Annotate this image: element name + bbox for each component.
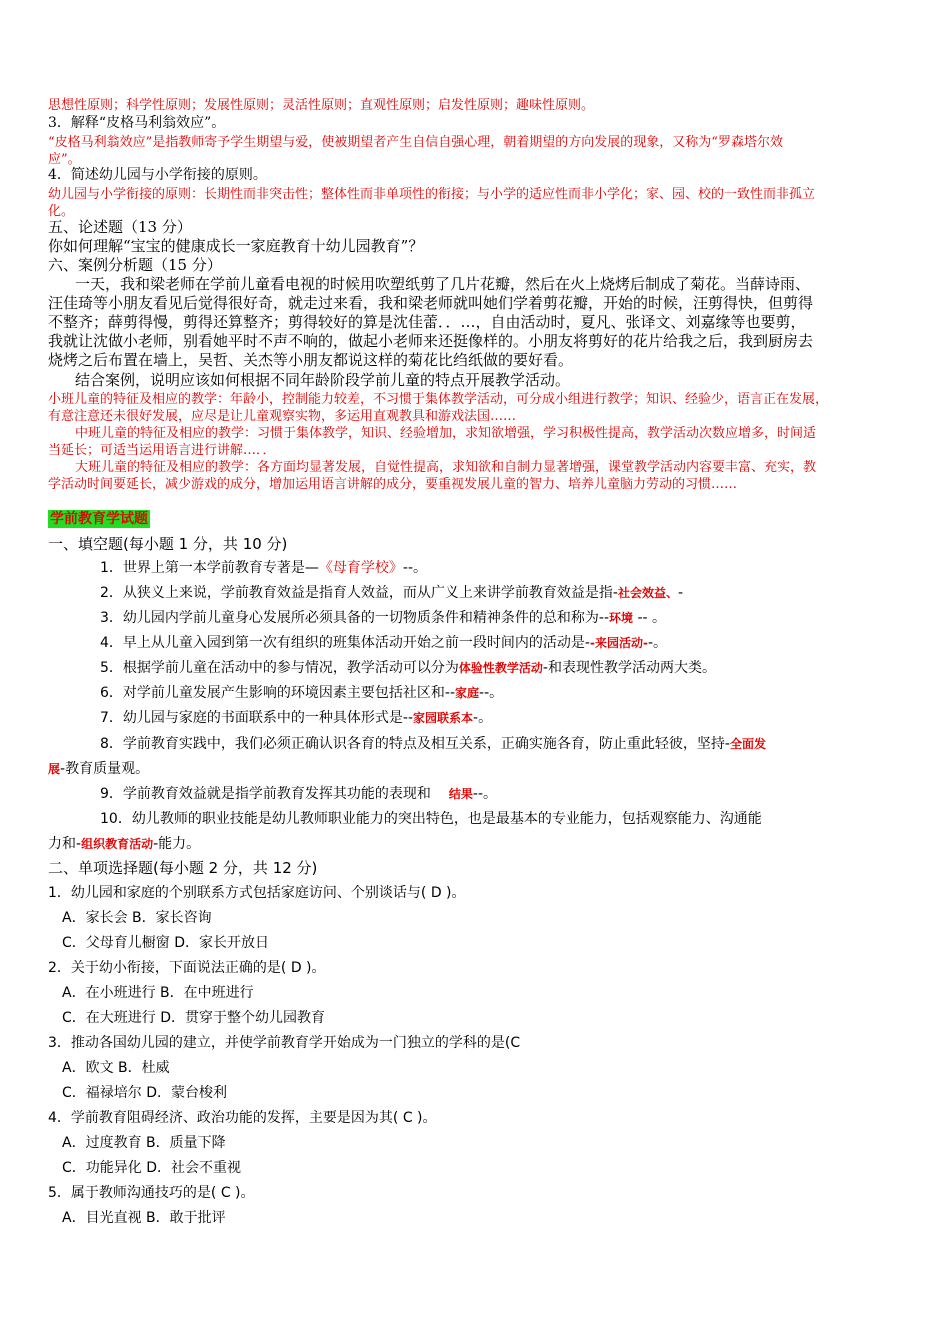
section-6-title: 六、案例分析题（15 分） [48, 256, 222, 274]
fill-answer: -来园活动- [589, 636, 648, 650]
case-line: 烧烤之后布置在墙上，吴哲、关杰等小朋友都说这样的菊花比绉纸做的要好看。 [48, 351, 574, 369]
choice-section-title: 二、单项选择题(每小题 2 分，共 12 分) [48, 859, 318, 877]
choice-options: A．在小班进行 B．在中班进行 [62, 985, 254, 1001]
section-5-question: 你如何理解“宝宝的健康成长一家庭教育十幼儿园教育”？ [48, 237, 424, 255]
case-line: 我就让沈做小老师，别看她平时不声不响的，做起小老师来还挺像样的。小朋友将剪好的花片给我之后，我到厨房去 [48, 332, 814, 350]
fill-answer: 结果 [448, 787, 473, 801]
choice-options: A．过度教育 B．质量下降 [62, 1135, 226, 1151]
fill-question-8: 8．学前教育实践中，我们必须正确认识各育的特点及相互关系，正确实施各育，防止重此轻彼，坚持-全面发 [100, 736, 766, 752]
fill-answer: 家园联系本 [413, 711, 474, 725]
question-3: 3．解释“皮格马利翁效应”。 [48, 115, 226, 131]
choice-options: C．福禄培尔 D．蒙台梭利 [62, 1085, 228, 1101]
answer-4-line2: 化。 [48, 204, 75, 219]
fill-section-title: 一、填空题(每小题 1 分，共 10 分) [48, 535, 288, 553]
fill-answer: 展 [48, 762, 61, 776]
choice-options: C．在大班进行 D．贯穿于整个幼儿园教育 [62, 1010, 326, 1026]
fill-question-6: 6．对学前儿童发展产生影响的环境因素主要包括社区和--家庭--。 [100, 685, 504, 701]
fill-answer: 全面发 [729, 737, 766, 751]
fill-answer: 环境 [609, 611, 634, 625]
fill-question-4: 4．早上从儿童入园到第一次有组织的班集体活动开始之前一段时间内的活动是--来园活动--。 [100, 635, 667, 651]
fill-question-3: 3．幼儿园内学前儿童身心发展所必须具备的一切物质条件和精神条件的总和称为--环境 -- 。 [100, 610, 667, 626]
choice-options: A．欧文 B．杜威 [62, 1060, 170, 1076]
fill-question-2: 2．从狭义上来说，学前教育效益是指育人效益，而从广义上来讲学前教育效益是指-社会效益、- [100, 585, 684, 601]
choice-options: A．目光直视 B．敢于批评 [62, 1210, 226, 1226]
answer-big-class-line1: 大班儿童的特征及相应的教学：各方面均显著发展，自觉性提高，求知欲和自制力显著增强，课堂教学活动内容要丰富、充实，教 [75, 460, 817, 475]
answer-3-line2: 应”。 [48, 152, 81, 167]
fill-answer: 《母育学校》 [318, 560, 403, 576]
exam-title-wrap [48, 508, 914, 528]
answer-middle-class-line2: 当延长；可适当运用语言进行讲解…．． [48, 443, 276, 458]
choice-options: A．家长会 B．家长咨询 [62, 910, 212, 926]
question-4: 4．简述幼儿园与小学衔接的原则。 [48, 167, 267, 183]
choice-options: C．功能异化 D．社会不重视 [62, 1160, 242, 1176]
answer-3-line1: “皮格马利翁效应”是指教师寄予学生期望与爱，使被期望者产生自信自强心理，朝着期望的方向发展的现象，又称为“罗森塔尔效 [48, 135, 783, 150]
case-line: 不整齐；薛剪得慢，剪得还算整齐；剪得较好的算是沈佳蕾．．…，自由活动时，夏凡、张译文、刘嘉缘等也要剪， [48, 313, 806, 331]
choice-question: 2．关于幼小衔接，下面说法正确的是( D )。 [48, 960, 326, 976]
fill-question-8-cont: 展-教育质量观。 [48, 761, 150, 777]
answer-middle-class-line1: 中班儿童的特征及相应的教学：习惯于集体教学，知识、经验增加，求知欲增强，学习积极性提高，教学活动次数应增多，时间适 [75, 426, 817, 441]
fill-question-10-cont: 力和-组织教育活动-能力。 [48, 836, 201, 852]
answer-small-class-line2: 有意注意还未很好发展，应尽是让儿童观察实物，多运用直观教具和游戏法国…… [48, 409, 517, 424]
case-question: 结合案例，说明应该如何根据不同年龄阶段学前儿童的特点开展教学活动。 [75, 371, 571, 389]
case-line: 一天，我和梁老师在学前儿童看电视的时候用吹塑纸剪了几片花瓣，然后在火上烧烤后制成了菊花。当薛诗雨、 [75, 275, 811, 293]
principles-answer: 思想性原则；科学性原则；发展性原则；灵活性原则；直观性原则；启发性原则；趣味性原则。 [48, 98, 595, 113]
choice-question: 1．幼儿园和家庭的个别联系方式包括家庭访问、个别谈话与( D )。 [48, 885, 466, 901]
fill-answer: 社会效益、 [617, 586, 678, 600]
answer-small-class-line1: 小班儿童的特征及相应的教学：年龄小，控制能力较差，不习惯于集体教学活动，可分成小组进行教学；知识、经验少，语言正在发展， [48, 392, 829, 407]
fill-question-10: 10．幼儿教师的职业技能是幼儿教师职业能力的突出特色，也是最基本的专业能力，包括观察能力、沟通能 [100, 811, 762, 827]
fill-answer: 体验性教学活动 [458, 661, 543, 675]
choice-question: 3．推动各国幼儿园的建立，并使学前教育学开始成为一门独立的学科的是(C [48, 1035, 521, 1051]
answer-big-class-line2: 学活动时间要延长，减少游戏的成分，增加运用语言讲解的成分，要重视发展儿童的智力、培养儿童脑力劳动的习惯…… [48, 477, 738, 492]
choice-question: 4．学前教育阻碍经济、政治功能的发挥，主要是因为其( C )。 [48, 1110, 437, 1126]
fill-answer: 组织教育活动 [81, 837, 154, 851]
fill-question-9: 9．学前教育效益就是指学前教育发挥其功能的表现和 结果--。 [100, 786, 498, 802]
answer-4-line1: 幼儿园与小学衔接的原则：长期性而非突击性；整体性而非单项性的衔接；与小学的适应性而非小学化；家、园、校的一致性而非孤立 [48, 187, 816, 202]
choice-question: 5．属于教师沟通技巧的是( C )。 [48, 1185, 255, 1201]
case-line: 汪佳琦等小朋友看见后觉得很好奇，就走过来看，我和梁老师就叫她们学着剪花瓣，开始的时候，汪剪得快，但剪得 [48, 294, 814, 312]
fill-answer: 家庭 [455, 686, 480, 700]
exam-title: 学前教育学试题 [50, 511, 148, 527]
fill-question-1: 1．世界上第一本学前教育专著是—《母育学校》--。 [100, 560, 428, 576]
section-5-title: 五、论述题（13 分） [48, 218, 192, 236]
choice-options: C．父母育儿橱窗 D．家长开放日 [62, 935, 270, 951]
fill-question-5: 5．根据学前儿童在活动中的参与情况，教学活动可以分为体验性教学活动-和表现性教学活动两大类。 [100, 660, 716, 676]
fill-question-7: 7．幼儿园与家庭的书面联系中的一种具体形式是--家园联系本-。 [100, 710, 493, 726]
